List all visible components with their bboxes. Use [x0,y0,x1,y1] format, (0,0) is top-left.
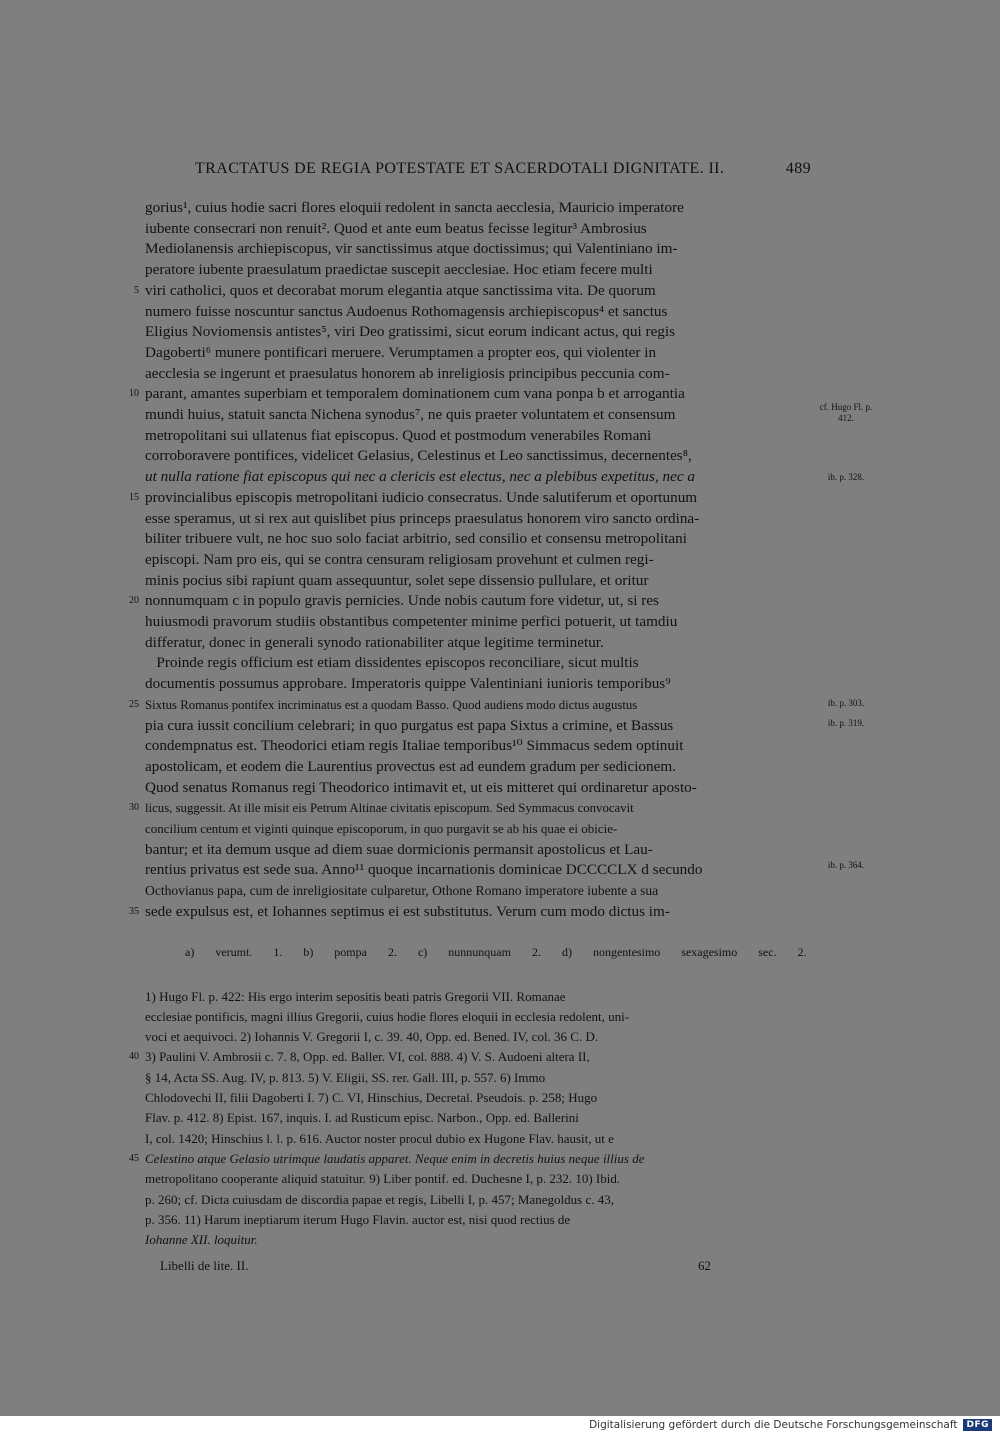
text-line: Quod senatus Romanus regi Theodorico intimavit et, ut eis mitteret qui ordinaretur aposto- [145,778,697,796]
text-line: condempnatus est. Theodorici etiam regis Italiae temporibus¹⁰ Simmacus sedem optinuit [145,737,684,755]
footnote-line: p. 356. 11) Harum ineptiarum iterum Hugo Flavin. auctor est, nisi quod rectius de [145,1212,571,1227]
text-line: bantur; et ita demum usque ad diem suae dormicionis permansit apostolicus et Lau- [145,840,653,858]
margin-note: ib. p. 328. [827,472,865,482]
footnote-line: Celestino atque Gelasio utrimque laudatis apparet. Neque enim in decretis huius neque illius de [145,1151,645,1166]
text-line: Eligius Noviomensis antistes⁵, viri Deo gratissimi, sicut eorum indicant actus, qui regis [145,323,676,341]
text-line: esse speramus, ut si rex aut quislibet pius princeps praesulatus honorem viro sancto ordina- [145,509,700,527]
text-line: parant, amantes superbiam et temporalem dominationem cum vana ponpa b et arrogantia [145,385,685,403]
signature-line: Libelli de lite. II. [160,1258,249,1273]
credit-bar [0,1416,1000,1434]
text-line: nonnumquam c in populo gravis pernicies. Unde nobis cautum fore videtur, ut, si res [145,592,659,610]
text-line: pia cura iussit concilium celebrari; in quo purgatus est papa Sixtus a crimine, et Bassus [145,716,674,734]
text-line: rentius privatus est sede sua. Anno¹¹ quoque incarnationis dominicae DCCCCLX d secundo [145,861,703,879]
footnote-line: ecclesiae pontificis, magni illius Gregorii, cuius hodie flores eloquii in ecclesia redolent, uni- [145,1009,630,1024]
text-line: iubente consecrari non renuit². Quod et ante eum beatus fecisse legitur³ Ambrosius [145,219,647,237]
footnote-line: I, col. 1420; Hinschius l. l. p. 616. Auctor noster procul dubio ex Hugone Flav. hausit, ut e [145,1131,614,1146]
text-line: apostolicam, et eodem die Laurentius provectus est ad eundem gradum per sedicionem. [145,757,676,775]
text-line: numero fuisse noscuntur sanctus Audoenus Rothomagensis archiepiscopus⁴ et sanctus [145,302,668,320]
dfg-logo-icon: DFG [963,1419,992,1431]
line-number: 45 [129,1153,139,1164]
text-line: episcopi. Nam pro eis, qui se contra censuram religiosam provehunt et culmen regi- [145,550,654,568]
text-line: viri catholici, quos et decorabat morum elegantia atque sanctissima vita. De quorum [145,281,656,299]
margin-note: ib. p. 303. [827,698,865,708]
footnote-line: § 14, Acta SS. Aug. IV, p. 813. 5) V. Eligii, SS. rer. Gall. III, p. 557. 6) Immo [145,1070,546,1085]
text-line: Octhovianus papa, cum de inreligiositate culparetur, Othone Romano imperatore iubente a sua [145,883,659,899]
text-line: Sixtus Romanus pontifex incriminatus est a quodam Basso. Quod audiens modo dictus augustus [145,697,638,712]
text-line: peratore iubente praesulatum praedictae suscepit aecclesiae. Hoc etiam fecere multi [145,261,653,279]
text-line: aecclesia se ingerunt et praesulatus honorem ab inreligiosis principibus peccunia com- [145,364,670,382]
text-line: gorius¹, cuius hodie sacri flores eloquii redolent in sancta aecclesia, Mauricio imperatore [145,199,684,216]
line-number: 20 [129,595,139,607]
text-line: provincialibus episcopis metropolitani iudicio consecratus. Unde salutiferum et oportunum [145,488,698,506]
text-line: Dagoberti⁶ munere pontificari meruere. Verumptamen a propter eos, qui violenter in [145,343,657,361]
text-line: Mediolanensis archiepiscopus, vir sanctissimus atque doctissimus; qui Valentiniano im- [145,240,678,258]
footnote-line: 3) Paulini V. Ambrosii c. 7. 8, Opp. ed. Baller. VI, col. 888. 4) V. S. Audoeni altera II, [145,1049,590,1064]
line-number: 15 [129,491,139,503]
footnote-line: p. 260; cf. Dicta cuiusdam de discordia papae et regis, Libelli I, p. 457; Manegoldus c. 43, [145,1192,614,1207]
text-line: sede expulsus est, et Iohannes septimus ei est substitutus. Verum cum modo dictus im- [145,902,670,920]
footnote-line: 1) Hugo Fl. p. 422: His ergo interim sepositis beati patris Gregorii VII. Romanae [145,989,566,1004]
text-line: biliter tribuere vult, ne hoc suo solo faciat arbitrio, sed consilio et consensu metropolitani [145,530,687,548]
running-head [195,160,811,178]
text-line: differatur, donec in generali synodo rationabiliter atque legitime terminetur. [145,633,604,651]
line-number: 30 [129,802,139,814]
footnote-line: voci et aequivoci. 2) Iohannis V. Gregorii I, c. 39. 40, Opp. ed. Bened. IV, col. 36 C. D. [145,1029,599,1044]
credit-text: Digitalisierung gefördert durch die Deutsche Forschungsgemeinschaft [589,1419,958,1431]
text-line: mundi huius, statuit sancta Nichena synodus⁷, ne quis praeter voluntatem et consensum [145,406,676,423]
critical-apparatus: a) verumt. 1. b) pompa 2. c) nunnunquam 2. d) nongentesimo sexagesimo sec. 2. [185,945,807,959]
line-number: 40 [129,1051,139,1062]
line-number: 35 [129,905,139,917]
margin-note: ib. p. 319. [827,718,865,728]
footnote-line: Flav. p. 412. 8) Epist. 167, inquis. I. ad Rusticum episc. Narbon., Opp. ed. Ballerini [145,1110,579,1125]
text-line: minis pocius sibi rapiunt quam assequuntur, solet sepe dissensio pullulare, et oritur [145,571,649,589]
text-line: documentis possumus approbare. Imperatoris quippe Valentiniani iunioris temporibus⁹ [145,675,671,693]
margin-note: ib. p. 364. [827,860,865,870]
text-line: Proinde regis officium est etiam dissidentes episcopos reconciliare, sicut multis [145,654,639,672]
page-number: 489 [785,160,811,177]
signature-number: 62 [698,1258,711,1273]
footnote-line: Chlodovechi II, filii Dagoberti I. 7) C. VI, Hinschius, Decretal. Pseudois. p. 258; Hugo [145,1090,598,1105]
text-line: metropolitani sui ullatenus fiat episcopus. Quod et postmodum venerabiles Romani [145,426,652,444]
text-line: ut nulla ratione fiat episcopus qui nec a clericis est electus, nec a plebibus expetitus, nec a [145,468,695,486]
margin-note: cf. Hugo Fl. p. 412. [819,402,873,423]
line-number: 10 [129,388,139,400]
text-line: concilium centum et viginti quinque episcoporum, in quo purgavit se ab his quae ei obicie- [145,821,618,836]
footnote-line: Iohanne XII. loquitur. [145,1232,258,1247]
text-line: licus, suggessit. At ille misit eis Petrum Altinae civitatis episcopum. Sed Symmacus convocavit [145,801,634,816]
text-line: huiusmodi pravorum studiis obstantibus competenter minime perfici potuerit, ut tamdiu [145,613,678,630]
line-number: 25 [129,698,139,710]
line-number: 5 [134,284,139,296]
running-head-title: TRACTATUS DE REGIA POTESTATE ET SACERDOTALI DIGNITATE. II. [195,160,725,177]
footnote-line: metropolitano cooperante aliquid statuitur. 9) Liber pontif. ed. Duchesne I, p. 232. 10) Ibid. [145,1171,621,1186]
text-line: corroboravere pontifices, videlicet Gelasius, Celestinus et Leo sanctissimus, decernentes⁸, [145,447,692,465]
